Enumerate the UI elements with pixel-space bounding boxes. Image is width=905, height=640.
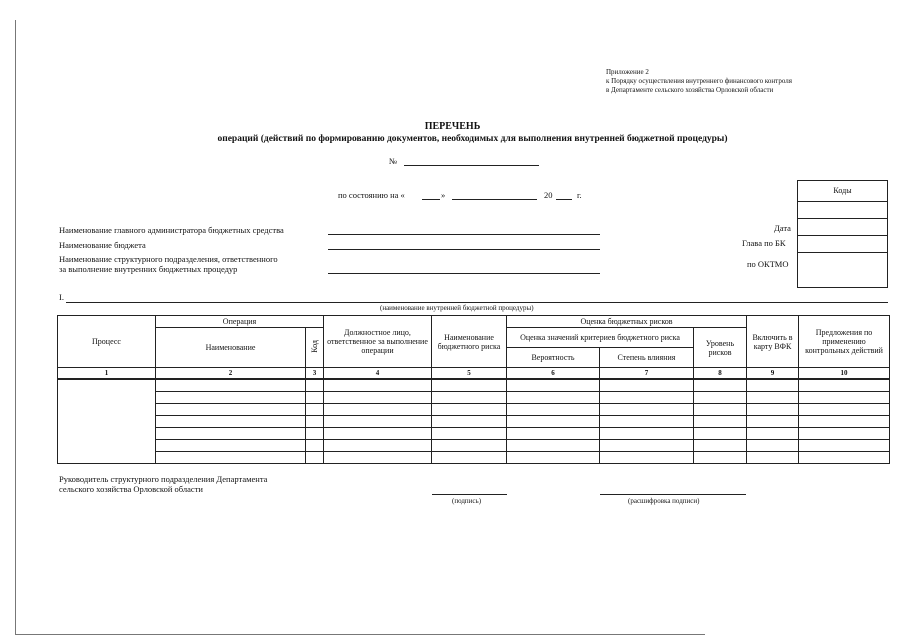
year-field[interactable] bbox=[556, 199, 572, 200]
codes-bk-cell[interactable] bbox=[798, 236, 887, 253]
table-cell[interactable] bbox=[600, 452, 694, 464]
header-risk-level: Уровень рисков bbox=[694, 328, 747, 368]
table-cell[interactable] bbox=[694, 416, 747, 428]
section-caption: (наименование внутренней бюджетной процедуры) bbox=[380, 304, 534, 312]
section-roman: I. bbox=[59, 292, 64, 302]
table-row bbox=[58, 428, 890, 440]
unit-field[interactable] bbox=[328, 273, 600, 274]
table-cell[interactable] bbox=[694, 404, 747, 416]
table-cell[interactable] bbox=[306, 440, 324, 452]
table-cell[interactable] bbox=[432, 392, 507, 404]
codes-date-label: Дата bbox=[774, 223, 791, 233]
table-cell[interactable] bbox=[324, 392, 432, 404]
operations-table bbox=[57, 315, 890, 464]
table-row bbox=[58, 416, 890, 428]
codes-header: Коды bbox=[798, 181, 887, 202]
col-number-4: 4 bbox=[324, 368, 432, 380]
table-cell[interactable] bbox=[432, 404, 507, 416]
table-row bbox=[58, 452, 890, 464]
table-cell[interactable] bbox=[306, 404, 324, 416]
table-row bbox=[58, 440, 890, 452]
table-cell[interactable] bbox=[507, 452, 600, 464]
table-cell[interactable] bbox=[799, 392, 890, 404]
date-prefix: по состоянию на « bbox=[338, 190, 405, 200]
table-cell[interactable] bbox=[156, 404, 306, 416]
header-proposals: Предложения по применению контрольных действий bbox=[799, 316, 890, 368]
document-title: ПЕРЕЧЕНЬ bbox=[424, 121, 481, 132]
table-cell[interactable] bbox=[600, 440, 694, 452]
table-cell[interactable] bbox=[747, 379, 799, 392]
table-cell[interactable] bbox=[156, 452, 306, 464]
bottom-scan-edge bbox=[15, 634, 705, 635]
table-cell[interactable] bbox=[799, 404, 890, 416]
header-risk-eval: Оценка бюджетных рисков bbox=[507, 316, 747, 328]
table-cell[interactable] bbox=[694, 440, 747, 452]
table-cell[interactable] bbox=[324, 416, 432, 428]
col-number-8: 8 bbox=[694, 368, 747, 380]
table-cell[interactable] bbox=[799, 428, 890, 440]
header-op-code-cell bbox=[306, 328, 324, 368]
section-name-field[interactable] bbox=[66, 302, 888, 303]
table-cell[interactable] bbox=[747, 404, 799, 416]
table-cell[interactable] bbox=[694, 392, 747, 404]
table-cell[interactable] bbox=[507, 379, 600, 392]
budget-label: Наименование бюджета bbox=[59, 240, 146, 250]
codes-oktmo-cell[interactable] bbox=[798, 253, 887, 287]
table-cell[interactable] bbox=[324, 404, 432, 416]
codes-box bbox=[797, 180, 888, 288]
table-cell[interactable] bbox=[324, 428, 432, 440]
header-risk-name: Наименование бюджетного риска bbox=[432, 316, 507, 368]
signature-field[interactable] bbox=[432, 494, 507, 495]
table-cell[interactable] bbox=[747, 416, 799, 428]
table-cell[interactable] bbox=[306, 452, 324, 464]
table-cell[interactable] bbox=[694, 379, 747, 392]
col-number-3: 3 bbox=[306, 368, 324, 380]
table-cell[interactable] bbox=[156, 428, 306, 440]
table-cell[interactable] bbox=[799, 416, 890, 428]
number-field[interactable] bbox=[404, 165, 539, 166]
header-operation: Операция bbox=[156, 316, 324, 328]
table-cell[interactable] bbox=[507, 440, 600, 452]
unit-label bbox=[59, 254, 278, 274]
number-label: № bbox=[389, 156, 398, 166]
table-cell[interactable] bbox=[432, 416, 507, 428]
table-cell[interactable] bbox=[600, 379, 694, 392]
codes-blank-cell[interactable] bbox=[798, 202, 887, 219]
budget-field[interactable] bbox=[328, 249, 600, 250]
table-cell[interactable] bbox=[306, 416, 324, 428]
header-process: Процесс bbox=[58, 316, 156, 368]
header-vfk: Включить в карту ВФК bbox=[747, 316, 799, 368]
header-impact: Степень влияния bbox=[600, 348, 694, 368]
table-cell[interactable] bbox=[432, 452, 507, 464]
appendix-line-3: в Департаменте сельского хозяйства Орловской области bbox=[606, 86, 774, 94]
table-cell[interactable] bbox=[600, 392, 694, 404]
year-prefix: 20 bbox=[544, 190, 553, 200]
table-cell[interactable] bbox=[799, 452, 890, 464]
table-cell[interactable] bbox=[324, 440, 432, 452]
table-cell[interactable] bbox=[600, 404, 694, 416]
table-cell[interactable] bbox=[747, 428, 799, 440]
table-cell[interactable] bbox=[507, 416, 600, 428]
table-row bbox=[58, 392, 890, 404]
table-cell[interactable] bbox=[507, 428, 600, 440]
table-cell[interactable] bbox=[507, 404, 600, 416]
table-cell[interactable] bbox=[694, 428, 747, 440]
table-cell[interactable] bbox=[432, 379, 507, 392]
table-cell[interactable] bbox=[324, 452, 432, 464]
left-scan-edge bbox=[15, 20, 16, 635]
table-row bbox=[58, 404, 890, 416]
appendix-line-1: Приложение 2 bbox=[606, 68, 649, 76]
table-cell[interactable] bbox=[747, 392, 799, 404]
table-cell[interactable] bbox=[156, 392, 306, 404]
header-criteria: Оценка значений критериев бюджетного риска bbox=[507, 328, 694, 348]
header-op-code: Код bbox=[310, 340, 319, 353]
table-cell[interactable] bbox=[306, 428, 324, 440]
month-field[interactable] bbox=[452, 199, 537, 200]
decoding-caption: (расшифровка подписи) bbox=[628, 497, 700, 505]
admin-field[interactable] bbox=[328, 234, 600, 235]
table-cell[interactable] bbox=[694, 452, 747, 464]
col-number-2: 2 bbox=[156, 368, 306, 380]
table-cell[interactable] bbox=[799, 440, 890, 452]
col-number-5: 5 bbox=[432, 368, 507, 380]
codes-oktmo-label: по ОКТМО bbox=[747, 259, 789, 269]
day-field[interactable] bbox=[422, 199, 440, 200]
col-number-1: 1 bbox=[58, 368, 156, 380]
table-cell[interactable] bbox=[156, 379, 306, 392]
table-cell[interactable] bbox=[432, 428, 507, 440]
head-line-2: сельского хозяйства Орловской области bbox=[59, 484, 203, 494]
signature-caption: (подпись) bbox=[452, 497, 482, 505]
table-cell[interactable] bbox=[432, 440, 507, 452]
date-quote-close: » bbox=[441, 190, 446, 200]
col-number-10: 10 bbox=[799, 368, 890, 380]
appendix-note bbox=[606, 68, 866, 95]
table-cell[interactable] bbox=[156, 416, 306, 428]
year-suffix: г. bbox=[577, 190, 582, 200]
document-subtitle: операций (действий по формированию документов, необходимых для выполнения внутренней бюджетной процедуры) bbox=[217, 134, 728, 144]
table-cell[interactable] bbox=[507, 392, 600, 404]
codes-date-cell[interactable] bbox=[798, 219, 887, 236]
table-cell[interactable] bbox=[600, 428, 694, 440]
table-cell[interactable] bbox=[156, 440, 306, 452]
header-op-name: Наименование bbox=[156, 328, 306, 368]
header-official: Должностное лицо, ответственное за выполнение операции bbox=[324, 316, 432, 368]
process-cell[interactable] bbox=[58, 379, 156, 464]
table-cell[interactable] bbox=[747, 452, 799, 464]
codes-bk-label: Глава по БК bbox=[742, 238, 786, 248]
table-cell[interactable] bbox=[306, 379, 324, 392]
table-cell[interactable] bbox=[306, 392, 324, 404]
head-line-1: Руководитель структурного подразделения Департамента bbox=[59, 474, 268, 484]
appendix-line-2: к Порядку осуществления внутреннего финансового контроля bbox=[606, 77, 792, 85]
col-number-9: 9 bbox=[747, 368, 799, 380]
col-number-7: 7 bbox=[600, 368, 694, 380]
table-cell[interactable] bbox=[747, 440, 799, 452]
table-cell[interactable] bbox=[600, 416, 694, 428]
decoding-field[interactable] bbox=[600, 494, 746, 495]
table-row bbox=[58, 379, 890, 392]
table-cell[interactable] bbox=[324, 379, 432, 392]
head-signature-block bbox=[59, 474, 267, 494]
header-probability: Вероятность bbox=[507, 348, 600, 368]
unit-label-line-2: за выполнение внутренних бюджетных процедур bbox=[59, 264, 238, 274]
table-cell[interactable] bbox=[799, 379, 890, 392]
unit-label-line-1: Наименование структурного подразделения, ответственного bbox=[59, 254, 278, 264]
admin-label: Наименование главного администратора бюджетных средства bbox=[59, 225, 284, 235]
col-number-6: 6 bbox=[507, 368, 600, 380]
